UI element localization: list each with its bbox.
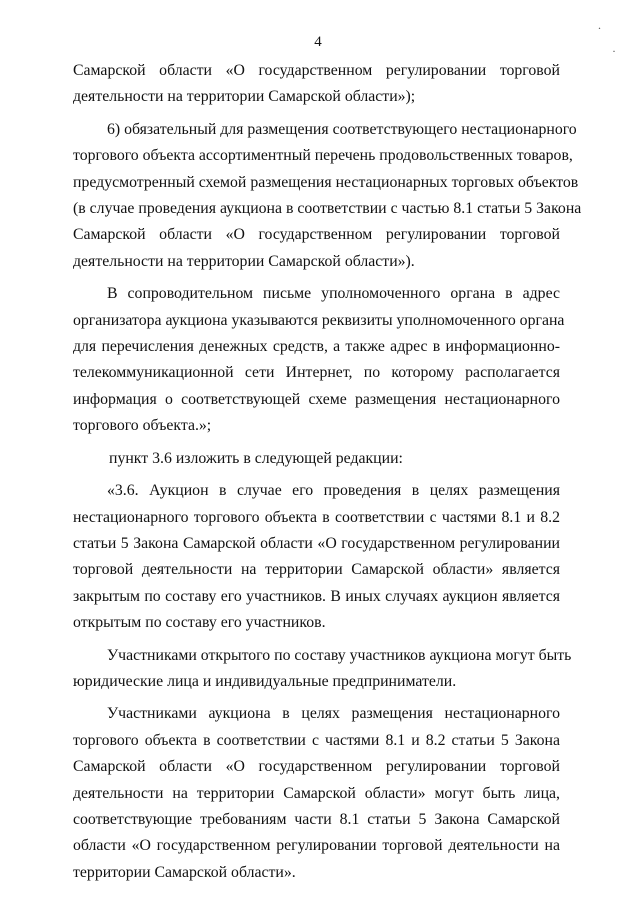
scan-mark: . bbox=[598, 18, 601, 32]
text-line: юридические лица и индивидуальные предприниматели. bbox=[73, 672, 457, 690]
text-line: нестационарного торгового объекта в соответствии с частями 8.1 и 8.2 bbox=[73, 508, 560, 526]
text-line: торгового объекта в соответствии с частями 8.1 и 8.2 статьи 5 Закона bbox=[73, 731, 560, 749]
text-line: Участниками открытого по составу участников аукциона могут быть bbox=[107, 646, 572, 664]
page-number: 4 bbox=[314, 34, 322, 50]
text-line: организатора аукциона указываются реквизиты уполномоченного органа bbox=[73, 311, 565, 329]
text-line: (в случае проведения аукциона в соответствии с частью 8.1 статьи 5 Закона bbox=[73, 200, 582, 218]
text-line: закрытым по составу его участников. В иных случаях аукцион является bbox=[73, 587, 560, 605]
text-line: для перечисления денежных средств, а также адрес в информационно- bbox=[73, 338, 560, 356]
text-line: соответствующие требованиям части 8.1 статьи 5 Закона Самарской bbox=[73, 810, 560, 828]
text-line: торговой деятельности на территории Самарской области» является bbox=[73, 561, 560, 579]
text-line: Самарской области «О государственном регулировании торговой bbox=[73, 62, 560, 79]
text-line: территории Самарской области». bbox=[73, 863, 296, 881]
text-line: В сопроводительном письме уполномоченного органа в адрес bbox=[107, 285, 560, 303]
document-body bbox=[73, 58, 582, 886]
text-line: деятельности на территории Самарской области»); bbox=[73, 88, 416, 106]
paragraph bbox=[73, 58, 560, 111]
text-line: открытым по составу его участников. bbox=[73, 614, 326, 632]
text-line: деятельности на территории Самарской области»). bbox=[73, 252, 415, 270]
paragraph bbox=[73, 478, 560, 636]
text-line: Участниками аукциона в целях размещения нестационарного bbox=[107, 705, 560, 723]
text-line: телекоммуникационной сети Интернет, по которому располагается bbox=[73, 364, 560, 382]
text-line: области «О государственном регулировании торговой деятельности на bbox=[73, 837, 560, 855]
paragraph bbox=[73, 701, 560, 886]
text-line: предусмотренный схемой размещения нестационарных торговых объектов bbox=[73, 173, 579, 191]
text-line: Самарской области «О государственном регулировании торговой bbox=[73, 758, 560, 776]
text-line: торгового объекта.»; bbox=[73, 417, 212, 435]
paragraph bbox=[73, 117, 582, 275]
text-line: деятельности на территории Самарской области» могут быть лица, bbox=[73, 784, 560, 802]
text-line: торгового объекта ассортиментный перечень продовольственных товаров, bbox=[73, 147, 573, 165]
text-line: «3.6. Аукцион в случае его проведения в целях размещения bbox=[107, 482, 560, 500]
text-line: информация о соответствующей схеме размещения нестационарного bbox=[73, 390, 560, 408]
paragraph bbox=[73, 281, 565, 439]
paragraph bbox=[73, 446, 560, 472]
text-line: пункт 3.6 изложить в следующей редакции: bbox=[109, 449, 403, 467]
text-line: 6) обязательный для размещения соответствующего нестационарного bbox=[107, 120, 577, 138]
scan-mark: · bbox=[612, 44, 616, 58]
paragraph bbox=[73, 643, 572, 696]
text-line: статьи 5 Закона Самарской области «О государственном регулировании bbox=[73, 534, 560, 552]
text-line: Самарской области «О государственном регулировании торговой bbox=[73, 226, 560, 244]
